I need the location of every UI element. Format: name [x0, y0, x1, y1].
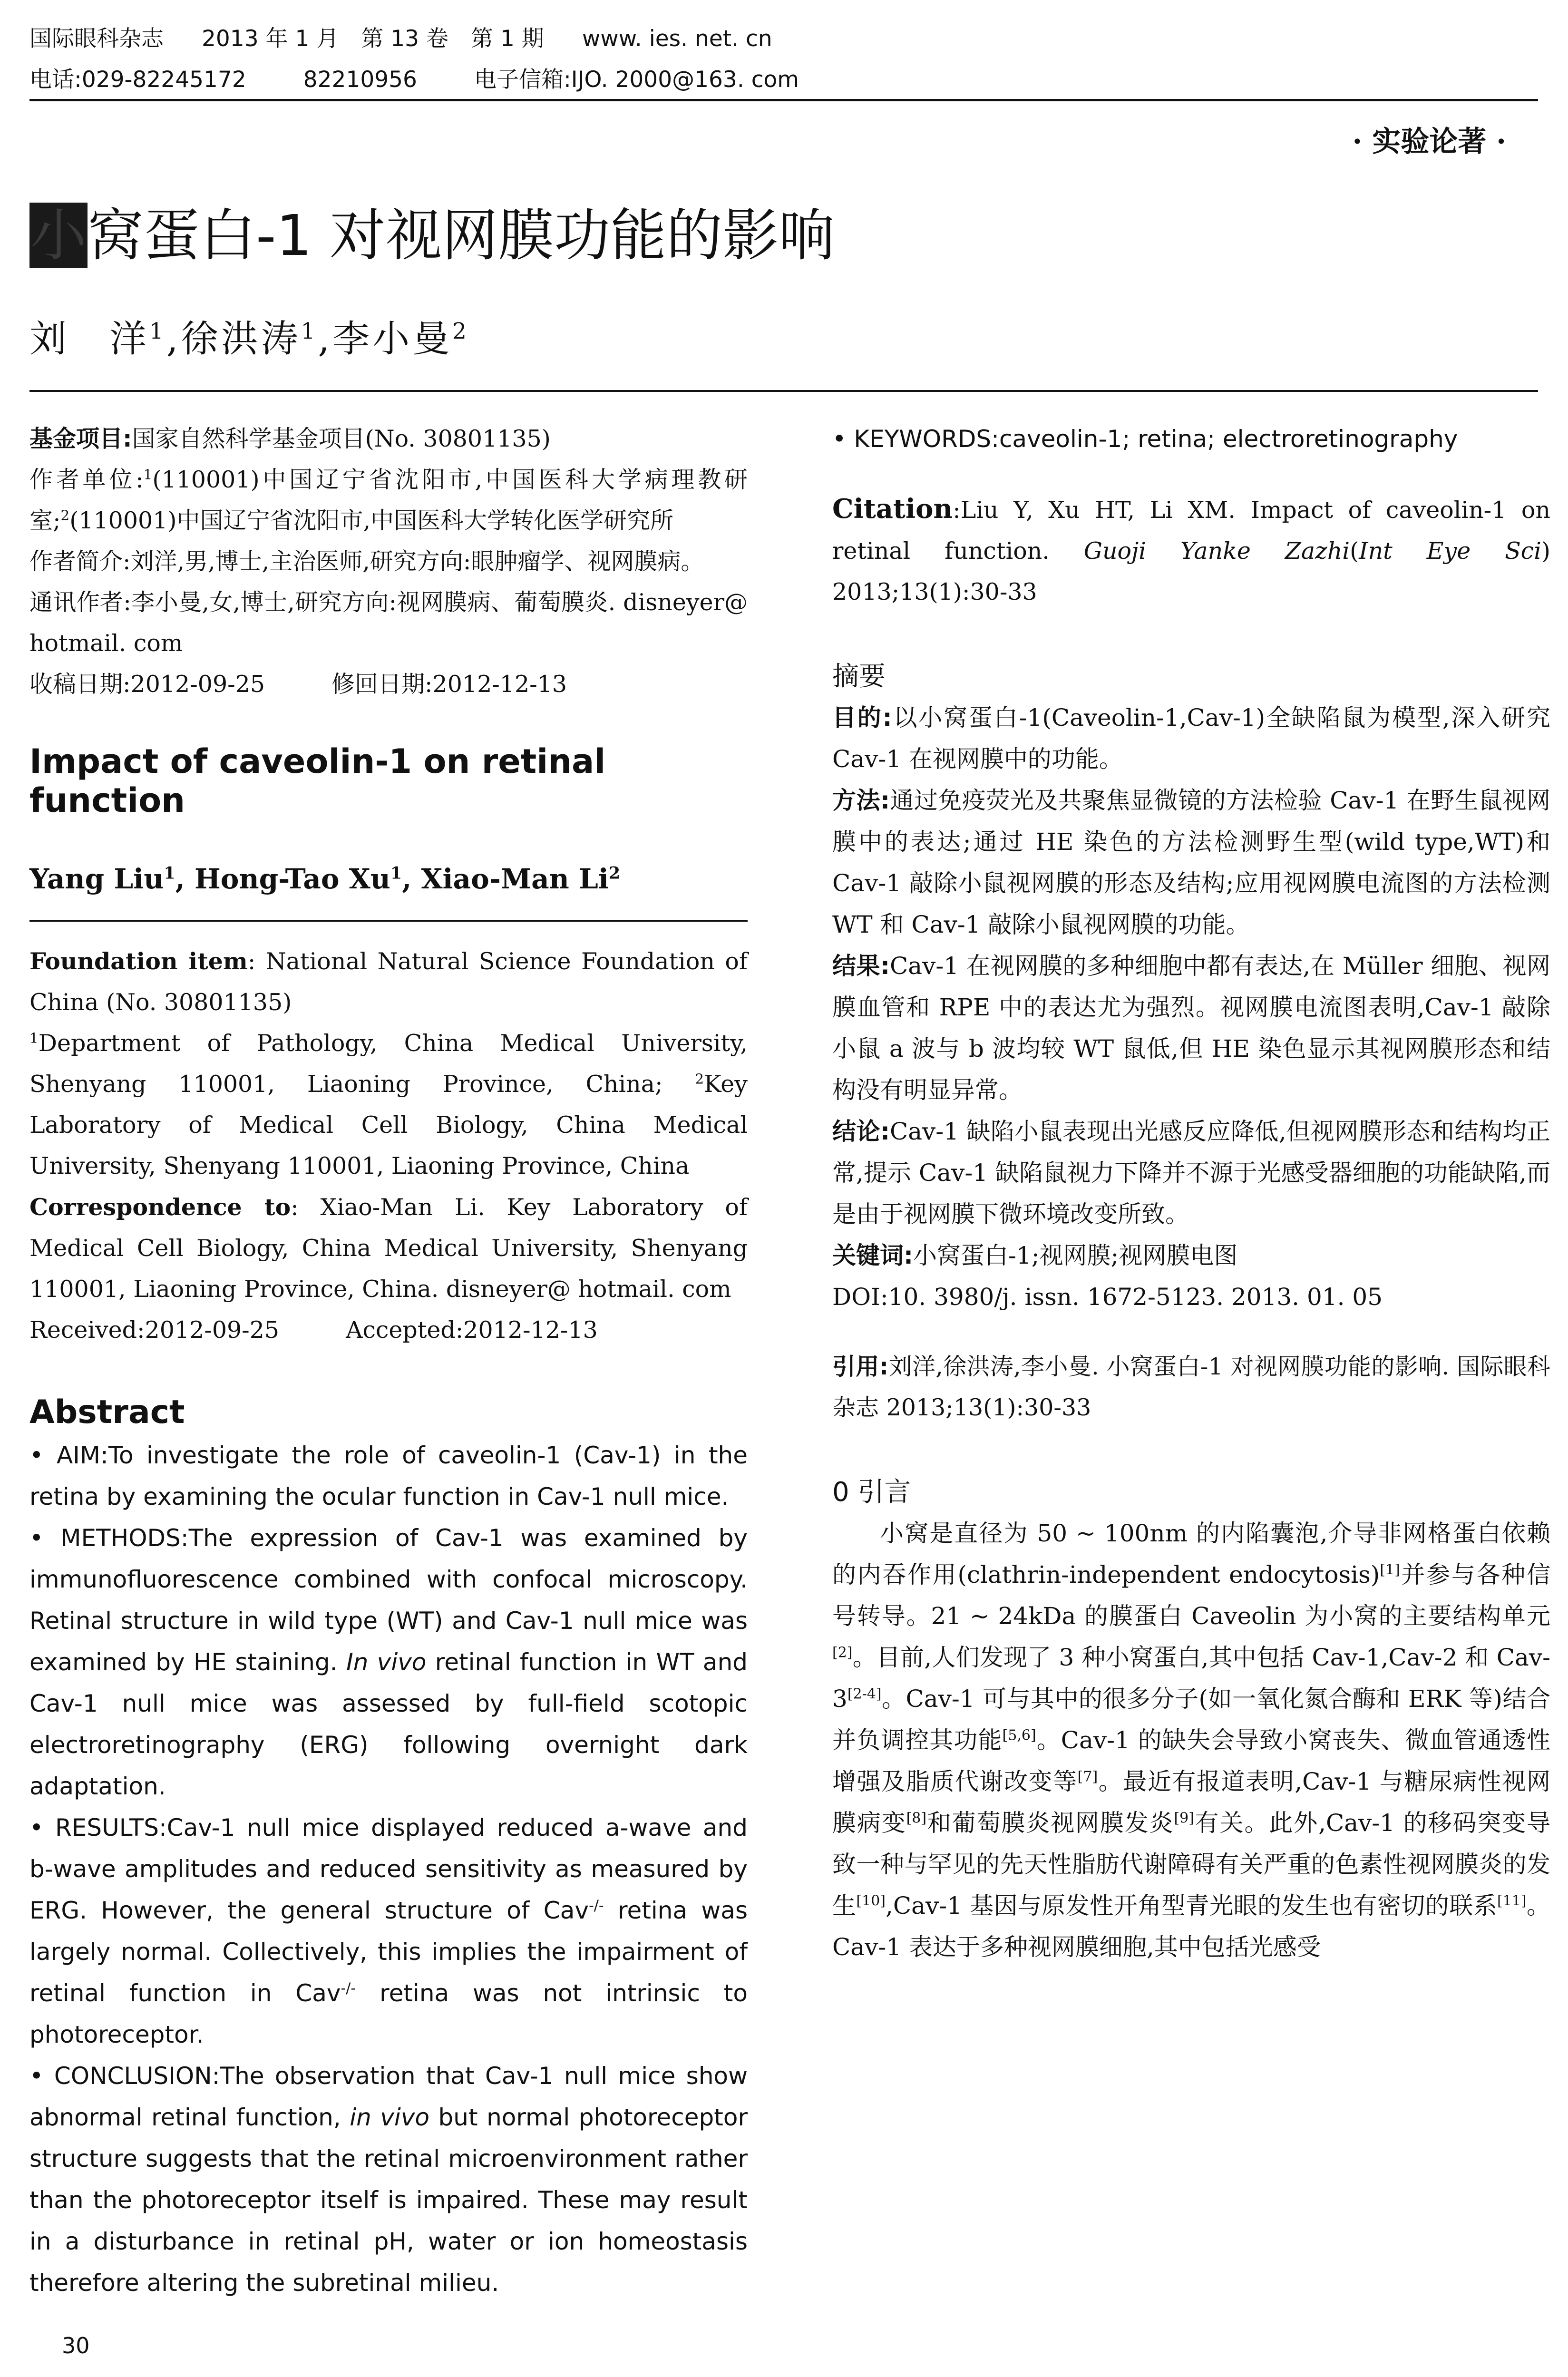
- en-author-2-sup: 1: [390, 863, 402, 883]
- author-cn-3: ,李小曼: [318, 318, 453, 360]
- unit-2: (110001)中国辽宁省沈阳市,中国医科大学转化医学研究所: [69, 507, 674, 534]
- en-author-1-sup: 1: [164, 863, 175, 883]
- results-text-a: Cav-1 null mice displayed reduced a-wave and b-wave amplitudes and reduced sensitivity as measured by ERG. However, the general structure of Cav: [29, 1814, 748, 1924]
- ref-1: [1]: [1380, 1561, 1400, 1578]
- en-author-3: , Xiao-Man Li: [402, 863, 609, 895]
- citation-cn-text: 刘洋,徐洪涛,李小曼. 小窝蛋白-1 对视网膜功能的影响. 国际眼科杂志 2013;13(1):30-33: [832, 1353, 1550, 1421]
- cn-aim-label: 目的:: [832, 704, 892, 731]
- dept1-text: Department of Pathology, China Medical University, Shenyang 110001, Liaoning Province, China;: [29, 1030, 748, 1098]
- cn-keywords-text: 小窝蛋白-1;视网膜;视网膜电图: [913, 1242, 1238, 1269]
- cn-info-block: [29, 419, 748, 705]
- corr-text: 李小曼,女,博士,研究方向:视网膜病、葡萄膜炎. disneyer@ hotmail. com: [29, 589, 748, 657]
- ref-6: [8]: [906, 1810, 927, 1827]
- intro-sentence-5: 。Cav-1 的缺失会导致小窝丧失、微血管通透性增强及脂质代谢改变等: [832, 1726, 1550, 1795]
- citation-label: Citation: [832, 493, 953, 525]
- right-column: [832, 419, 1550, 1968]
- intro-sentence-2: 并参与各种信号转导。21 ~ 24kDa 的膜蛋白 Caveolin 为小窝的主要结构单元: [832, 1561, 1550, 1630]
- page-number: 30: [62, 2333, 90, 2358]
- journal-name: 国际眼科杂志: [29, 26, 164, 52]
- bio-label: 作者简介:: [29, 548, 131, 575]
- conclusion-text-a: The observation that Cav-1 null mice show abnormal retinal function,: [29, 2062, 748, 2131]
- conclusion-text-b: but normal photoreceptor structure suggests that the retinal microenvironment rather than the photoreceptor itself is impaired. These may result in a disturbance in retinal pH, water or ion homeostasis therefore altering the subretinal milieu.: [29, 2104, 748, 2297]
- left-column: [29, 419, 748, 2304]
- cn-keywords-label: 关键词:: [832, 1242, 913, 1269]
- intro-sentence-3: 。目前,人们发现了 3 种小窝蛋白,其中包括 Cav-1,Cav-2 和 Cav-3: [832, 1644, 1550, 1713]
- unit-label: 作者单位:: [29, 466, 144, 493]
- doi: DOI:10. 3980/j. issn. 1672-5123. 2013. 01. 05: [832, 1283, 1383, 1311]
- en-corr-text: : Xiao-Man Li. Key Laboratory of Medical Cell Biology, China Medical University, Shenyang 110001, Liaoning Province, China. disneyer@ hotmail. com: [29, 1194, 748, 1303]
- citation-text-b: (: [1350, 537, 1359, 565]
- title-first-char: 小: [30, 203, 87, 268]
- abstract-en-heading: Abstract: [29, 1393, 185, 1431]
- cn-conclusion-text: Cav-1 缺陷小鼠表现出光感反应降低,但视网膜形态和结构均正常,提示 Cav-1 缺陷鼠视力下降并不源于光感受器细胞的功能缺陷,而是由于视网膜下微环境改变所致。: [832, 1118, 1551, 1228]
- foundation-label: Foundation item: [29, 947, 248, 975]
- funding-text: 国家自然科学基金项目(No. 30801135): [132, 425, 551, 452]
- ref-9: [11]: [1497, 1892, 1527, 1909]
- journal-header-line2: [29, 66, 799, 94]
- cn-results-text: Cav-1 在视网膜的多种细胞中都有表达,在 Müller 细胞、视网膜血管和 RPE 中的表达尤为强烈。视网膜电流图表明,Cav-1 敲除小鼠 a 波与 b 波均较 WT 鼠低,但 HE 染色显示其视网膜形态和结构没有明显异常。: [832, 952, 1550, 1104]
- methods-text-b: retinal function in WT and Cav-1 null mice was assessed by full-field scotopic electroretinography (ERG) following overnight dark adaptation.: [29, 1648, 748, 1800]
- ref-4: [5,6]: [1002, 1727, 1036, 1744]
- cn-conclusion-label: 结论:: [832, 1118, 890, 1145]
- results-text-b: retina was largely normal. Collectively, this implies the impairment of retinal function in Cav: [29, 1897, 748, 2007]
- ref-3: [2-4]: [847, 1685, 882, 1703]
- citation-text-c: ) 2013;13(1):30-33: [832, 537, 1550, 605]
- keywords-text: caveolin-1; retina; electroretinography: [999, 425, 1458, 453]
- en-authors: [29, 863, 748, 895]
- results-text-c: retina was not intrinsic to photoreceptor.: [29, 1979, 748, 2048]
- unit-1-sup: 1: [143, 466, 153, 483]
- author-cn-3-sup: 2: [452, 319, 469, 344]
- intro-sentence-1: 小窝是直径为 50 ~ 100nm 的内陷囊泡,介导非网格蛋白依赖的内吞作用(clathrin-independent endocytosis): [832, 1520, 1550, 1588]
- cn-methods-label: 方法:: [832, 787, 890, 814]
- cn-results-label: 结果:: [832, 952, 890, 980]
- unit-2-sup: 2: [60, 507, 70, 524]
- unit-1: (110001)中国辽宁省沈阳市,中国医科大学病理教研室;: [29, 466, 748, 534]
- abstract-en-keywords-block: [832, 419, 1550, 460]
- en-accepted: Accepted:2012-12-13: [346, 1316, 598, 1344]
- dept1-sup: 1: [29, 1030, 39, 1046]
- abstract-en-body: [29, 1435, 748, 2304]
- results-label: • RESULTS:: [29, 1814, 167, 1841]
- intro-sentence-8: 有关。此外,Cav-1 的移码突变导致一种与罕见的先天性脂肪代谢障碍有关严重的色素性视网膜炎的发生: [832, 1809, 1550, 1919]
- citation-block: [832, 488, 1550, 613]
- en-info-block: [29, 941, 748, 1351]
- foundation-text: : National Natural Science Foundation of China (No. 30801135): [29, 948, 748, 1016]
- methods-label: • METHODS:: [29, 1524, 189, 1552]
- journal-email[interactable]: 电子信箱:IJO. 2000@163. com: [474, 67, 799, 93]
- journal-phone: 电话:029-82245172: [29, 67, 246, 93]
- results-sup-2: -/-: [341, 1980, 356, 1997]
- citation-journal2: Int Eye Sci: [1359, 537, 1541, 565]
- title-rest: 窝蛋白-1 对视网膜功能的影响: [88, 203, 835, 268]
- journal-header-line1: [29, 25, 772, 53]
- aim-label: • AIM:: [29, 1442, 108, 1469]
- funding-label: 基金项目:: [29, 425, 132, 452]
- abstract-cn-body: [832, 697, 1550, 1318]
- en-title: Impact of caveolin-1 on retinal function: [29, 742, 606, 820]
- dept2-sup: 2: [695, 1071, 704, 1087]
- methods-italic: In vivo: [346, 1648, 427, 1676]
- conclusion-label: • CONCLUSION:: [29, 2062, 220, 2090]
- intro-sentence-7: 和葡萄膜炎视网膜发炎: [926, 1809, 1174, 1837]
- en-corr-label: Correspondence to: [29, 1193, 291, 1221]
- page-title: [29, 200, 835, 271]
- citation-cn-block: [832, 1346, 1550, 1428]
- received-label: 收稿日期:: [29, 671, 131, 698]
- citation-text-a: :Liu Y, Xu HT, Li XM. Impact of caveolin-1 on retinal function.: [832, 497, 1550, 565]
- bio-text: 刘洋,男,博士,主治医师,研究方向:眼肿瘤学、视网膜病。: [130, 548, 704, 575]
- author-cn-1-sup: 1: [149, 319, 166, 344]
- conclusion-italic: in vivo: [350, 2104, 430, 2131]
- corr-label: 通讯作者:: [29, 589, 131, 616]
- aim-text: To investigate the role of caveolin-1 (Cav-1) in the retina by examining the ocular function in Cav-1 null mice.: [29, 1442, 748, 1510]
- keywords-label: • KEYWORDS:: [832, 425, 999, 453]
- intro-sentence-10: 。Cav-1 表达于多种视网膜细胞,其中包括光感受: [832, 1892, 1551, 1961]
- authors-rule: [29, 390, 1538, 392]
- cn-aim-text: 以小窝蛋白-1(Caveolin-1,Cav-1)全缺陷鼠为模型,深入研究 Cav-1 在视网膜中的功能。: [832, 704, 1550, 773]
- journal-phone2: 82210956: [303, 67, 417, 93]
- ref-8: [10]: [856, 1892, 886, 1909]
- authors-cn: [29, 309, 469, 362]
- dept2-text: Key Laboratory of Medical Cell Biology, China Medical University, Shenyang 110001, Liaoning Province, China: [29, 1071, 748, 1179]
- en-author-2: , Hong-Tao Xu: [175, 863, 390, 895]
- ref-7: [9]: [1174, 1810, 1194, 1827]
- ref-5: [7]: [1077, 1768, 1098, 1785]
- section-tag: · 实验论著 ·: [1352, 125, 1506, 158]
- en-author-1: Yang Liu: [29, 863, 164, 895]
- citation-journal: Guoji Yanke Zazhi: [1083, 537, 1350, 565]
- results-sup-1: -/-: [588, 1897, 604, 1914]
- citation-cn-label: 引用:: [832, 1353, 889, 1380]
- received-date: 2012-09-25: [130, 671, 265, 698]
- intro-heading: 0 引言: [832, 1477, 911, 1508]
- methods-text-a: The expression of Cav-1 was examined by immunofluorescence combined with confocal microscopy. Retinal structure in wild type (WT) and Cav-1 null mice was examined by HE staining.: [29, 1524, 748, 1676]
- en-received: Received:2012-09-25: [29, 1316, 280, 1344]
- abstract-cn-heading: 摘要: [832, 661, 886, 692]
- revised-label: 修回日期:: [331, 671, 433, 698]
- journal-website[interactable]: www. ies. net. cn: [582, 26, 772, 52]
- en-author-3-sup: 2: [608, 863, 621, 883]
- intro-body: [832, 1513, 1550, 1968]
- author-cn-1: 刘 洋: [29, 318, 150, 360]
- intro-sentence-6: 。最近有报道表明,Cav-1 与糖尿病性视网膜病变: [832, 1768, 1551, 1837]
- header-rule: [29, 99, 1538, 101]
- intro-sentence-4: 。Cav-1 可与其中的很多分子(如一氧化氮合酶和 ERK 等)结合并负调控其功能: [832, 1685, 1550, 1754]
- author-cn-2: ,徐洪涛: [166, 318, 301, 360]
- cn-methods-text: 通过免疫荧光及共聚焦显微镜的方法检验 Cav-1 在野生鼠视网膜中的表达;通过 HE 染色的方法检测野生型(wild type,WT)和 Cav-1 敲除小鼠视网膜的形态及结构;应用视网膜电流图的方法检测 WT 和 Cav-1 敲除小鼠视网膜的功能。: [832, 787, 1550, 938]
- intro-sentence-9: ,Cav-1 基因与原发性开角型青光眼的发生也有密切的联系: [886, 1892, 1498, 1919]
- ref-2: [2]: [832, 1644, 853, 1661]
- journal-issue: 2013 年 1 月 第 13 卷 第 1 期: [202, 26, 544, 52]
- revised-date: 2012-12-13: [432, 671, 567, 698]
- en-authors-rule: [29, 920, 748, 922]
- author-cn-2-sup: 1: [301, 319, 318, 344]
